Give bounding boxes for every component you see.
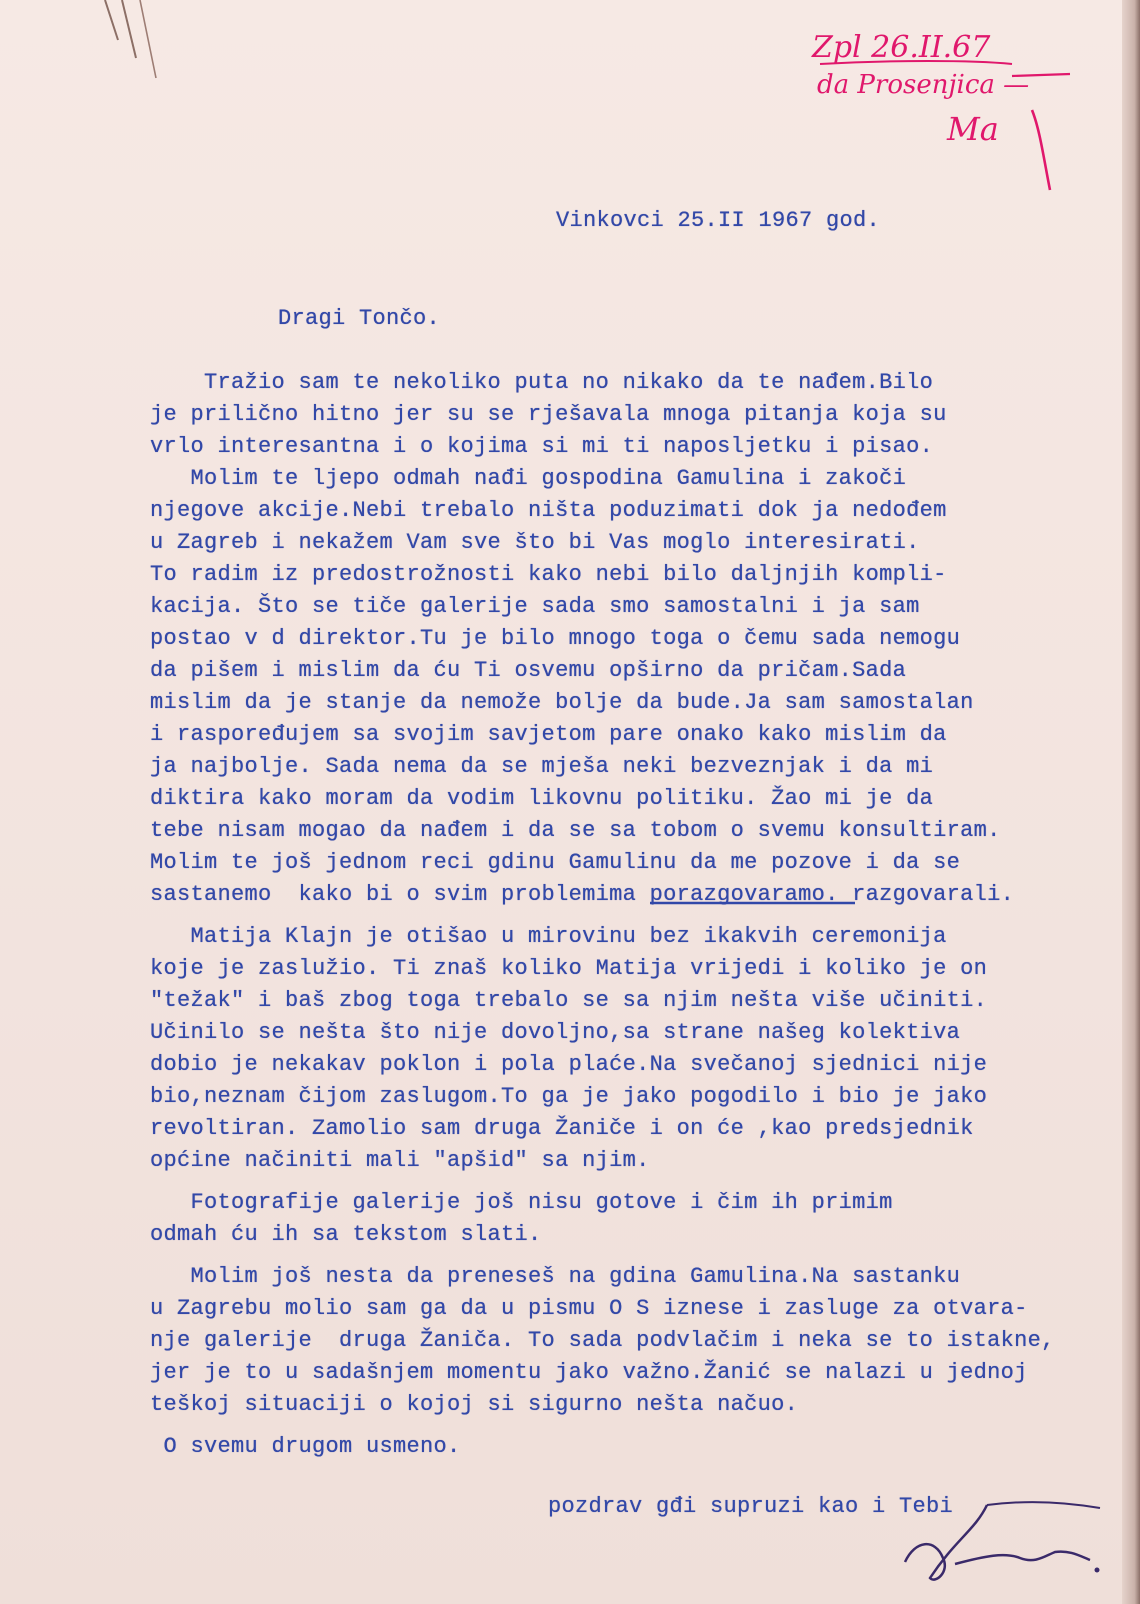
signature	[895, 1500, 1125, 1595]
body-line: Učinilo se nešta što nije dovoljno,sa strane našeg kolektiva	[150, 1020, 961, 1045]
annotation-strokes	[812, 30, 1102, 200]
body-line: odmah ću ih sa tekstom slati.	[150, 1222, 542, 1247]
annotation-note: da Prosenjica —	[817, 70, 1030, 100]
body-line: koje je zaslužio. Ti znaš koliko Matija vrijedi i koliko je on	[150, 956, 988, 981]
strikethrough-mark	[650, 893, 870, 913]
body-line: Molim još nesta da preneseš na gdina Gamulina.Na sastanku	[150, 1264, 961, 1289]
body-line: teškoj situaciji o kojoj si sigurno nešta načuo.	[150, 1392, 799, 1417]
body-line: sastanemo kako bi o svim problemima porazgovaramo. razgovarali.	[150, 882, 1015, 907]
body-line: postao v d direktor.Tu je bilo mnogo toga o čemu sada nemogu	[150, 626, 961, 651]
body-line: diktira kako moram da vodim likovnu politiku. Žao mi je da	[150, 786, 934, 811]
body-line: Fotografije galerije još nisu gotove i čim ih primim	[150, 1190, 893, 1215]
body-line: Molim te ljepo odmah nađi gospodina Gamulina i zakoči	[150, 466, 907, 491]
body-line: da pišem i mislim da ću Ti osvemu opširno da pričam.Sada	[150, 658, 907, 683]
closing-line: pozdrav gđi supruzi kao i Tebi	[548, 1494, 954, 1519]
paper-crease	[0, 0, 200, 100]
body-line: tebe nisam mogao da nađem i da se sa tobom o svemu konsultiram.	[150, 818, 1001, 843]
body-line: Molim te još jednom reci gdinu Gamulinu da me pozove i da se	[150, 850, 961, 875]
body-line: i raspoređujem sa svojim savjetom pare onako kako mislim da	[150, 722, 947, 747]
body-line: jer je to u sadašnjem momentu jako važno.Žanić se nalazi u jednoj	[150, 1360, 1028, 1385]
annotation-date: Zpl 26.II.67	[812, 30, 991, 65]
body-line: To radim iz predostrožnosti kako nebi bilo daljnjih kompli-	[150, 562, 947, 587]
body-line: u Zagrebu molio sam ga da u pismu O S iznese i zasluge za otvara-	[150, 1296, 1028, 1321]
body-line: Tražio sam te nekoliko puta no nikako da te nađem.Bilo	[150, 370, 934, 395]
annotation-initials: Ma	[947, 110, 999, 148]
body-line: je prilično hitno jer su se rješavala mnoga pitanja koja su	[150, 402, 947, 427]
body-line: mislim da je stanje da nemože bolje da bude.Ja sam samostalan	[150, 690, 974, 715]
body-line: vrlo interesantna i o kojima si mi ti naposljetku i pisao.	[150, 434, 934, 459]
body-line: u Zagreb i nekažem Vam sve što bi Vas moglo interesirati.	[150, 530, 920, 555]
body-line: dobio je nekakav poklon i pola plaće.Na svečanoj sjednici nije	[150, 1052, 988, 1077]
date-line: Vinkovci 25.II 1967 god.	[556, 208, 881, 233]
body-line: revoltiran. Zamolio sam druga Žaniče i on će ,kao predsjednik	[150, 1116, 974, 1141]
body-line: "težak" i baš zbog toga trebalo se sa njim nešta više učiniti.	[150, 988, 988, 1013]
handwritten-annotation	[812, 30, 1102, 200]
letter-body	[150, 368, 1070, 1478]
body-line: ja najbolje. Sada nema da se mješa neki bezveznjak i da mi	[150, 754, 934, 779]
body-line: Matija Klajn je otišao u mirovinu bez ikakvih ceremonija	[150, 924, 947, 949]
body-line: bio,neznam čijom zaslugom.To ga je jako pogodilo i bio je jako	[150, 1084, 988, 1109]
body-line: njegove akcije.Nebi trebalo ništa poduzimati dok ja nedođem	[150, 498, 947, 523]
body-line: općine načiniti mali "apšid" sa njim.	[150, 1148, 650, 1173]
body-line: nje galerije druga Žaniča. To sada podvlačim i neka se to istakne,	[150, 1328, 1055, 1353]
body-line: O svemu drugom usmeno.	[150, 1434, 461, 1459]
salutation: Dragi Tončo.	[278, 306, 441, 331]
paper-edge	[1122, 0, 1140, 1604]
body-line: kacija. Što se tiče galerije sada smo samostalni i ja sam	[150, 594, 920, 619]
